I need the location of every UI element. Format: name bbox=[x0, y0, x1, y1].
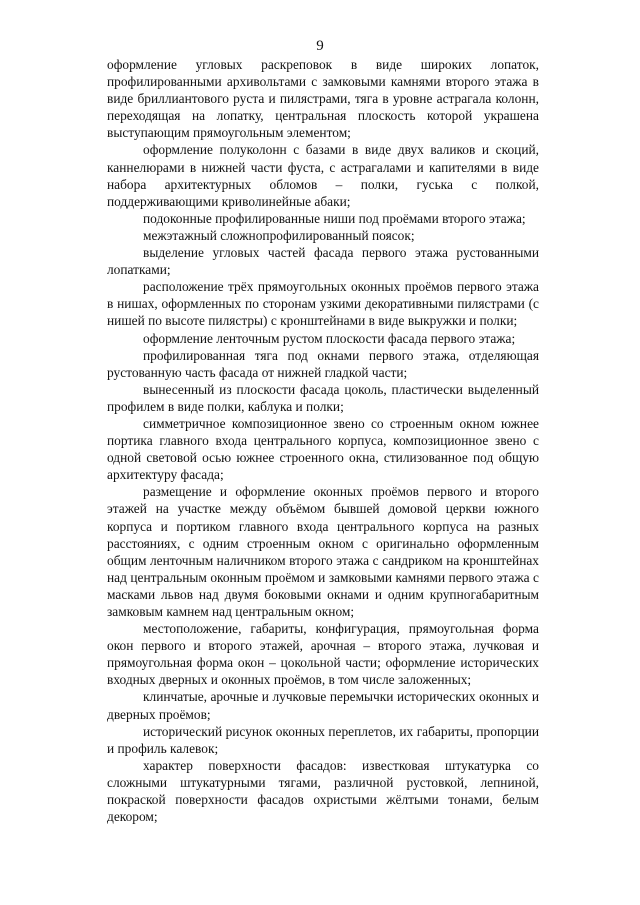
document-body bbox=[107, 56, 539, 825]
paragraph-plinth: вынесенный из плоскости фасада цоколь, пластически выделенный профилем в виде полки, каблука и полки; bbox=[107, 381, 539, 414]
paragraph-corner-parts: выделение угловых частей фасада первого этажа рустованными лопатками; bbox=[107, 245, 539, 278]
paragraph-facade-surface: характер поверхности фасадов: известковая штукатурка со сложными штукатурными тягами, различной рустовкой, лепниной, покраской поверхности фасадов охристыми жёлтыми тонами, белым декором; bbox=[107, 757, 539, 825]
paragraph-sill-niches: подоконные профилированные ниши под проёмами второго этажа; bbox=[143, 210, 526, 226]
paragraph-window-placement: размещение и оформление оконных проёмов первого и второго этажей на участке между объёмом бывшей домовой церкви южного корпуса и портиком главного входа центрального корпуса на разных расстояниях, с одним строенным окном с оригинально оформленным общим ленточным наличником второго этажа с сандриком на кронштейнах над центральным оконным проёмом и замковыми камнями первого этажа с масками львов над двумя боковыми окнами и одним крупногабаритным замковым камнем над центральным окном; bbox=[107, 484, 539, 619]
paragraph-interfloor-belt: межэтажный сложнопрофилированный поясок; bbox=[143, 227, 415, 243]
paragraph-three-windows: расположение трёх прямоугольных оконных проёмов первого этажа в нишах, оформленных по сторонам узкими декоративными пилястрами (с нишей по высоте пилястры) с кронштейнами в виде выкружки и полки; bbox=[107, 279, 539, 329]
page-number: 9 bbox=[316, 38, 324, 54]
paragraph-symmetric-unit: симметричное композиционное звено со строенным окном южнее портика главного входа центрального корпуса, композиционное звено с одной световой осью южнее строенного окна, стилизованное под общую архитектуру фасада; bbox=[107, 415, 539, 483]
paragraph-lintels: клинчатые, арочные и лучковые перемычки исторических оконных и дверных проёмов; bbox=[107, 689, 539, 722]
paragraph-window-frames: исторический рисунок оконных переплетов, их габариты, пропорции и профиль калевок; bbox=[107, 723, 539, 756]
paragraph-band-rustication: оформление ленточным рустом плоскости фасада первого этажа; bbox=[143, 330, 516, 346]
paragraph-profiled-cornice: профилированная тяга под окнами первого этажа, отделяющая рустованную часть фасада от нижней гладкой части; bbox=[107, 347, 539, 380]
paragraph-half-columns: оформление полуколонн с базами в виде двух валиков и скоций, каннелюрами в нижней части фуста, с астрагалами и капителями в виде набора архитектурных обломов – полки, гуська с полкой, поддерживающими криволинейные абаки; bbox=[107, 142, 539, 209]
paragraph-corner-projections: оформление угловых раскреповок в виде широких лопаток, профилированными архивольтами с замковыми камнями второго этажа в виде бриллиантового руста и пилястрами, тяга в уровне астрагала колонн, переходящая на лопатку, центральная плоскость которой украшена выступающим прямоугольным элементом; bbox=[107, 57, 539, 141]
paragraph-window-dimensions: местоположение, габариты, конфигурация, прямоугольная форма окон первого и второго этажей, арочная – второго этажа, лучковая и прямоугольная форма окон – цокольной части; оформление исторических входных дверных и оконных проёмов, в том числе заложенных; bbox=[107, 621, 539, 688]
